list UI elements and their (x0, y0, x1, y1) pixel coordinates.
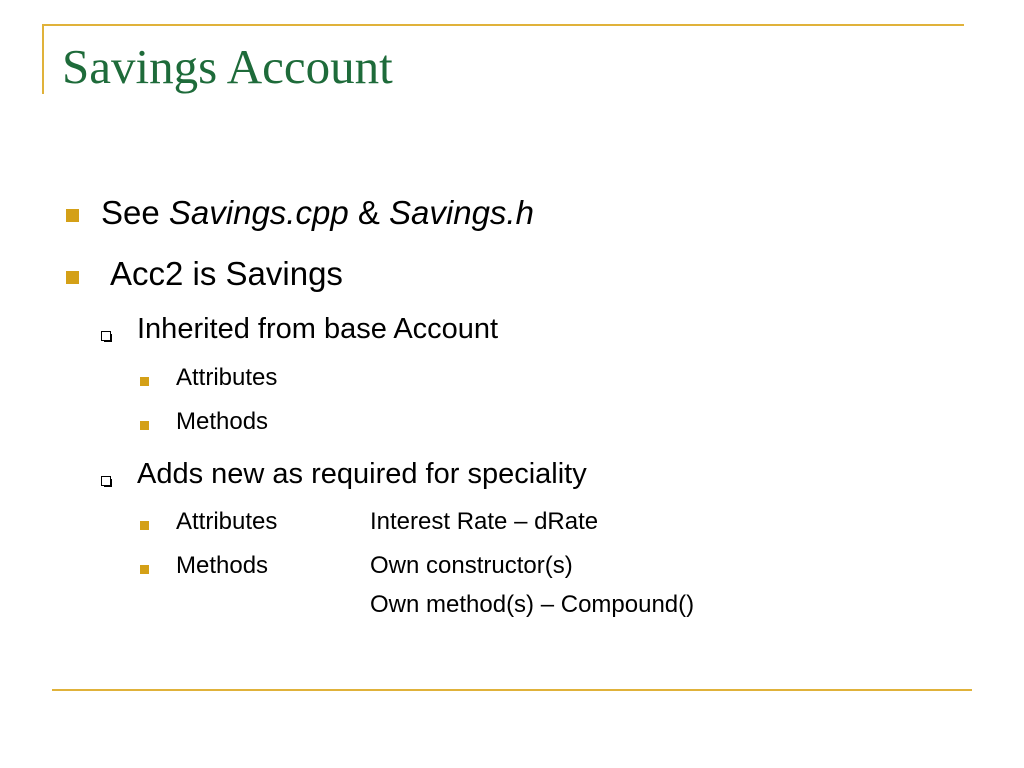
inherited-attributes: Attributes (176, 364, 278, 391)
adds-methods-label: Methods (176, 552, 269, 579)
adds-methods-detail-compound: Own method(s) – Compound() (370, 591, 695, 618)
bullet-see-files (101, 196, 534, 229)
bullet-small-square-icon (140, 377, 149, 386)
bullet-inherited: Inherited from base Account (137, 313, 499, 345)
bullet-adds-new: Adds new as required for speciality (137, 458, 587, 490)
bullet-square-icon (66, 209, 79, 222)
checkbox-bullet-icon (101, 476, 111, 486)
bullet-acc2: Acc2 is Savings (110, 255, 343, 292)
see-prefix: See (101, 194, 160, 231)
inherited-methods: Methods (176, 408, 269, 435)
file-savings-h: Savings.h (389, 194, 534, 231)
checkbox-bullet-icon (101, 331, 111, 341)
slide-title: Savings Account (62, 39, 393, 94)
bullet-small-square-icon (140, 521, 149, 530)
adds-methods-detail-constructor: Own constructor(s) (370, 552, 573, 579)
bullet-small-square-icon (140, 421, 149, 430)
adds-attributes-detail: Interest Rate – dRate (370, 508, 599, 535)
file-savings-cpp: Savings.cpp (168, 194, 349, 231)
bullet-square-icon (66, 271, 79, 284)
bullet-small-square-icon (140, 565, 149, 574)
adds-attributes-label: Attributes (176, 508, 278, 535)
see-joiner: & (357, 194, 380, 231)
